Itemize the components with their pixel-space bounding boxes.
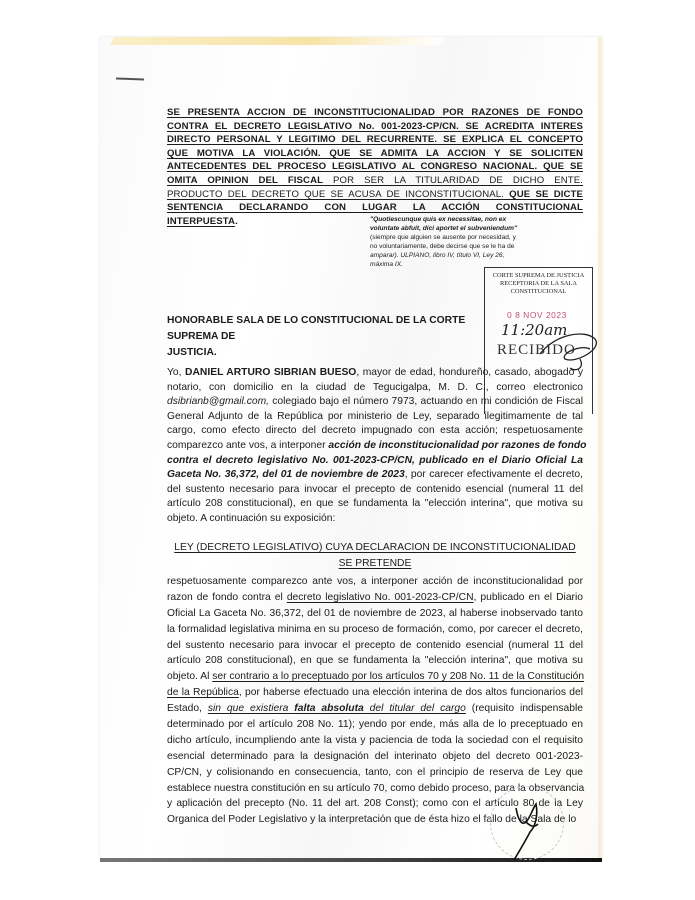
text-line [167, 483, 583, 498]
text-line [167, 133, 583, 147]
text-segment: Estado, [167, 703, 208, 715]
text-segment: falta absoluta [294, 703, 364, 715]
text-segment: CP/CN, y colisionando en consecuencia, tanto, con el principio de reserva de Ley que [167, 766, 583, 778]
text-line [167, 685, 583, 701]
text-segment: Oficial La Gaceta No. 36,372, del 01 de noviembre de 2023, al haberse inobservado tanto [167, 607, 583, 619]
text-segment: respetuosamente comparezco ante vos, a interponer acción de inconstitucionalidad por [167, 576, 583, 587]
text-segment: POR SER LA TITULARIDAD DE DICHO ENTE. [323, 174, 583, 186]
text-segment: Organica del Poder Legislativo y la interpretación que de ésta hizo el fallo de la Sala de lo [167, 814, 577, 826]
text-segment: "Quotiescunque quis ex necessitae, non ex [370, 216, 507, 223]
stamp-line: CORTE SUPREMA DE JUSTICIA [492, 272, 585, 279]
text-segment: la formalidad legislativa minima en su proceso de formación, como, por carecer el decreto, [167, 623, 583, 635]
text-segment: . [235, 215, 238, 227]
text-segment: artículo 208 constitucional), en que se fundamenta la "elección interina", que motiva su [167, 498, 583, 510]
text-line [167, 512, 583, 527]
text-segment: Gaceta No. 36,372, del 01 de noviembre de 2023 [167, 469, 405, 481]
text-segment: objeto. Al [167, 671, 213, 683]
text-line [370, 224, 566, 233]
text-segment: colegiado bajo el número 7973, actuando en mi condición de Fiscal [269, 396, 583, 408]
text-line [167, 188, 583, 202]
text-segment: notario, con domicilio en la ciudad de Tegucigalpa, M. D. C., correo electronico [167, 381, 583, 393]
text-segment: artículo 208 constitucional), en que se fundamenta la "elección interina", que motiva su [167, 655, 583, 667]
text-line [167, 701, 583, 717]
text-segment: determinado por el artículo 208 No. 11); yendo por ende, más alla de lo preceptuado en [167, 719, 583, 731]
text-segment: decreto legislativo No. 001-2023-CP/CN [286, 591, 474, 603]
text-line [167, 454, 583, 469]
text-segment: del sustento necesario para invocar el precepto de contenido esencial (numeral 11 del [167, 483, 583, 495]
stamp-header [485, 272, 592, 296]
text-segment: QUE SE DICTE [503, 188, 583, 200]
text-line [167, 120, 583, 134]
text-line [167, 313, 472, 345]
intro-paragraph [167, 366, 587, 527]
text-segment: PRODUCTO DEL DECRETO QUE SE ACUSA DE INCONSTITUCIONAL. [167, 188, 504, 200]
text-segment: esencial determinado para la designación del interinato objeto del decreto 001-2023- [167, 750, 583, 762]
signature-icon [510, 800, 550, 862]
paper-edge [598, 37, 602, 860]
text-line [167, 424, 583, 439]
text-line [167, 669, 583, 685]
document-summary-title [167, 106, 583, 228]
text-segment: Yo, [167, 367, 186, 378]
text-segment: del titular del cargo [363, 703, 466, 715]
text-segment: OMITA OPINION DEL FISCAL [167, 174, 324, 186]
text-segment: DIRECTO PERSONAL Y LEGITIMO DEL RECURRENTE. SE EXPLICA EL CONCEPTO [167, 134, 583, 146]
text-line [167, 468, 583, 483]
text-segment: establece nuestra constitución en su artículo 70, como debido proceso, para la observancia [167, 782, 585, 794]
text-line [167, 366, 583, 381]
section-heading [167, 540, 583, 571]
text-line [167, 381, 583, 396]
text-line [167, 174, 583, 188]
text-line [167, 606, 583, 622]
text-segment: SENTENCIA DECLARANDO CON LUGAR LA ACCIÓN CONSTITUCIONAL [167, 202, 583, 214]
text-line [167, 439, 587, 454]
text-segment: SE PRESENTA ACCION DE INCONSTITUCIONALIDAD POR RAZONES DE FONDO [167, 107, 583, 118]
text-segment: General Adjunto de la República por ministerio de Ley, separado ilegitimamente de tal [167, 410, 583, 422]
text-segment: máxima IX. [370, 261, 403, 268]
text-line [370, 251, 566, 260]
text-line [167, 717, 583, 733]
text-segment: razon de fondo contra el [167, 591, 287, 603]
latin-epigraph [370, 215, 566, 269]
text-segment: (siempre que alguien se ausente por necesidad, y [370, 234, 516, 241]
text-segment: cargo, como efecto directo del decreto impugnado con esta acción; respetuosamente [167, 425, 583, 437]
text-segment: dsibrianb@gmail.com, [167, 396, 270, 408]
text-line [167, 345, 472, 361]
text-segment: DANIEL ARTURO SIBRIAN BUESO [185, 367, 357, 378]
text-line [167, 540, 583, 556]
text-segment: voluntate abfuit, dici aportet el subveniendum" [370, 225, 518, 232]
text-segment: amparar). ULPIANO, libro IV, título VI, Ley 26, [370, 252, 505, 259]
text-line [167, 749, 583, 765]
text-line [167, 497, 583, 512]
text-line [167, 653, 583, 669]
text-line [167, 733, 583, 749]
text-segment: , mayor de edad, hondureño, casado, abogado y [356, 367, 583, 378]
text-line [167, 106, 583, 120]
text-line [167, 590, 583, 606]
text-line [167, 638, 583, 654]
paper-edge [110, 37, 445, 45]
text-segment: INTERPUESTA [167, 215, 236, 227]
text-segment: dicho artículo, incumpliendo ante la vista y paciencia de toda la sociedad con el requisito [167, 734, 583, 746]
text-segment: , publicado en el Diario [473, 591, 584, 603]
text-segment: sin que existiera [207, 703, 295, 715]
text-segment: ser contrario a lo preceptuado por los artículos 70 y 208 No. 11 de la Constitución [212, 671, 585, 683]
text-segment: LEY (DECRETO LEGISLATIVO) CUYA DECLARACION DE INCONSTITUCIONALIDAD [174, 542, 576, 553]
text-line [167, 147, 583, 161]
text-segment: HONORABLE SALA DE LO CONSTITUCIONAL DE LA CORTE SUPREMA DE [167, 315, 466, 342]
text-segment: comparezco ante vos, a interponer [167, 439, 329, 451]
text-line [167, 410, 583, 425]
text-segment: QUE MOTIVA LA VIOLACIÓN. QUE SE ADMITA LA ACCION Y SE SOLICITEN [167, 147, 583, 159]
text-segment: contra el decreto legislativo No. 001-2023-CP/CN, publicado en el Diario Oficial La [167, 454, 583, 466]
text-segment: , por carecer efectivamente el decreto, [404, 469, 583, 481]
text-line [167, 622, 583, 638]
text-segment: acción de inconstitucionalidad por razones de fondo [328, 439, 587, 451]
text-line [167, 160, 583, 174]
text-segment: del sustento necesario para invocar el precepto de contenido esencial (numeral 11 del [167, 639, 583, 651]
text-line [167, 556, 583, 572]
text-line [370, 215, 566, 224]
text-segment: SE PRETENDE [338, 557, 412, 569]
stamp-date: 0 8 NOV 2023 [507, 310, 567, 320]
text-line [370, 242, 566, 251]
text-segment: de la República [167, 687, 239, 699]
text-segment: no voluntariamente, debe decirse que se le ha de [370, 243, 515, 250]
text-segment: y aplicación del precepto (No. 11 del art. 208 Const); como con el artículo 80 de la Ley [167, 798, 583, 810]
text-line [167, 395, 583, 410]
stamp-handwritten-time: 11:20am [501, 321, 568, 339]
text-segment: objeto. A continuación su exposición: [167, 512, 336, 524]
stamp-line: CONSTITUCIONAL [510, 288, 567, 295]
text-line [167, 765, 583, 781]
text-line [167, 574, 583, 590]
text-line [167, 201, 583, 215]
text-segment: CONTRA EL DECRETO LEGISLATIVO No. 001-2023-CP/CN. SE ACREDITA INTERES [167, 120, 583, 132]
text-segment: , por haberse efectuado una elección interina de dos altos funcionarios del [238, 687, 584, 699]
text-line [370, 233, 566, 242]
text-segment: ANTECEDENTES DEL PROCESO LEGISLATIVO AL CONGRESO NACIONAL. QUE SE [167, 161, 583, 173]
stamp-received-label: RECIBIDO [497, 342, 576, 358]
text-segment: JUSTICIA. [167, 347, 217, 358]
stamp-line: RECEPTORIA DE LA SALA [499, 280, 578, 287]
text-segment: (requisito indispensable [465, 703, 584, 715]
addressee-heading [167, 313, 472, 361]
